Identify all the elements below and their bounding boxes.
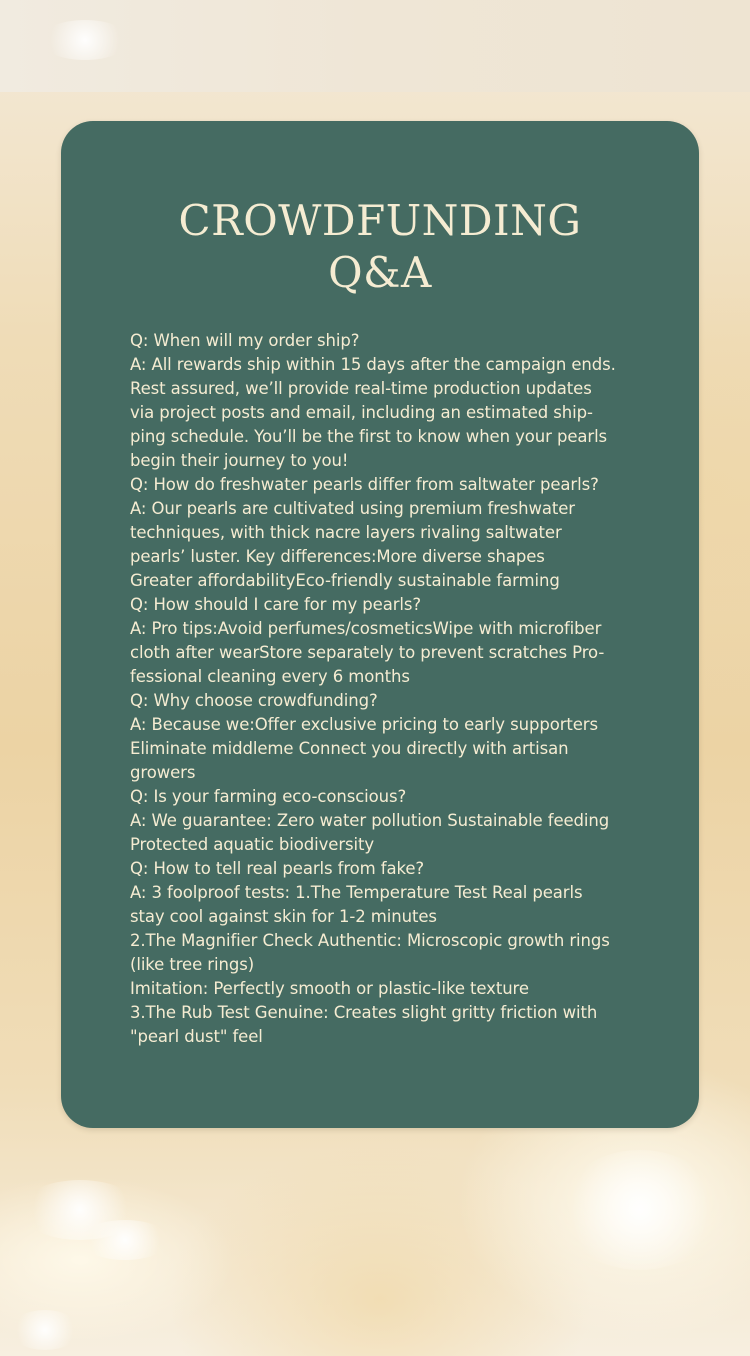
qa-line: via project posts and email, including an estimated ship- — [130, 403, 593, 422]
qa-text-block — [130, 329, 650, 1049]
qa-line: stay cool against skin for 1-2 minutes — [130, 907, 437, 926]
qa-line: growers — [130, 763, 196, 782]
qa-line: A: Pro tips:Avoid perfumes/cosmeticsWipe with microfiber — [130, 619, 602, 638]
qa-line: Q: How should I care for my pearls? — [130, 595, 422, 614]
qa-line: techniques, with thick nacre layers rivaling saltwater — [130, 523, 562, 542]
qa-card — [61, 121, 699, 1128]
qa-line: pearls’ luster. Key differences:More diverse shapes — [130, 547, 545, 566]
qa-line: Eliminate middleme Connect you directly with artisan — [130, 739, 569, 758]
page-title — [61, 195, 699, 299]
title-line-1: CROWDFUNDING — [178, 196, 582, 245]
qa-line: Greater affordabilityEco-friendly sustainable farming — [130, 571, 560, 590]
qa-line: 2.The Magnifier Check Authentic: Microscopic growth rings — [130, 931, 610, 950]
title-line-2: Q&A — [328, 248, 432, 297]
qa-line: Q: How do freshwater pearls differ from saltwater pearls? — [130, 475, 599, 494]
light-sparkle — [560, 1150, 720, 1270]
qa-line: fessional cleaning every 6 months — [130, 667, 410, 686]
qa-line: 3.The Rub Test Genuine: Creates slight gritty friction with — [130, 1003, 598, 1022]
qa-line: Rest assured, we’ll provide real-time production updates — [130, 379, 592, 398]
qa-line: (like tree rings) — [130, 955, 255, 974]
qa-line: Protected aquatic biodiversity — [130, 835, 375, 854]
qa-line: A: Our pearls are cultivated using premium freshwater — [130, 499, 575, 518]
light-sparkle — [80, 1220, 170, 1260]
qa-line: Imitation: Perfectly smooth or plastic-like texture — [130, 979, 529, 998]
qa-line: Q: When will my order ship? — [130, 331, 360, 350]
qa-line: cloth after wearStore separately to prevent scratches Pro- — [130, 643, 605, 662]
qa-line: A: 3 foolproof tests: 1.The Temperature Test Real pearls — [130, 883, 583, 902]
qa-line: Q: Why choose crowdfunding? — [130, 691, 378, 710]
qa-line: ping schedule. You’ll be the first to know when your pearls — [130, 427, 608, 446]
qa-line: begin their journey to you! — [130, 451, 349, 470]
light-sparkle — [40, 20, 130, 60]
qa-line: A: All rewards ship within 15 days after the campaign ends. — [130, 355, 616, 374]
qa-line: "pearl dust" feel — [130, 1027, 263, 1046]
qa-line: Q: Is your farming eco-conscious? — [130, 787, 407, 806]
qa-line: A: Because we:Offer exclusive pricing to early supporters — [130, 715, 598, 734]
light-sparkle — [10, 1310, 80, 1350]
qa-line: A: We guarantee: Zero water pollution Sustainable feeding — [130, 811, 610, 830]
qa-line: Q: How to tell real pearls from fake? — [130, 859, 425, 878]
